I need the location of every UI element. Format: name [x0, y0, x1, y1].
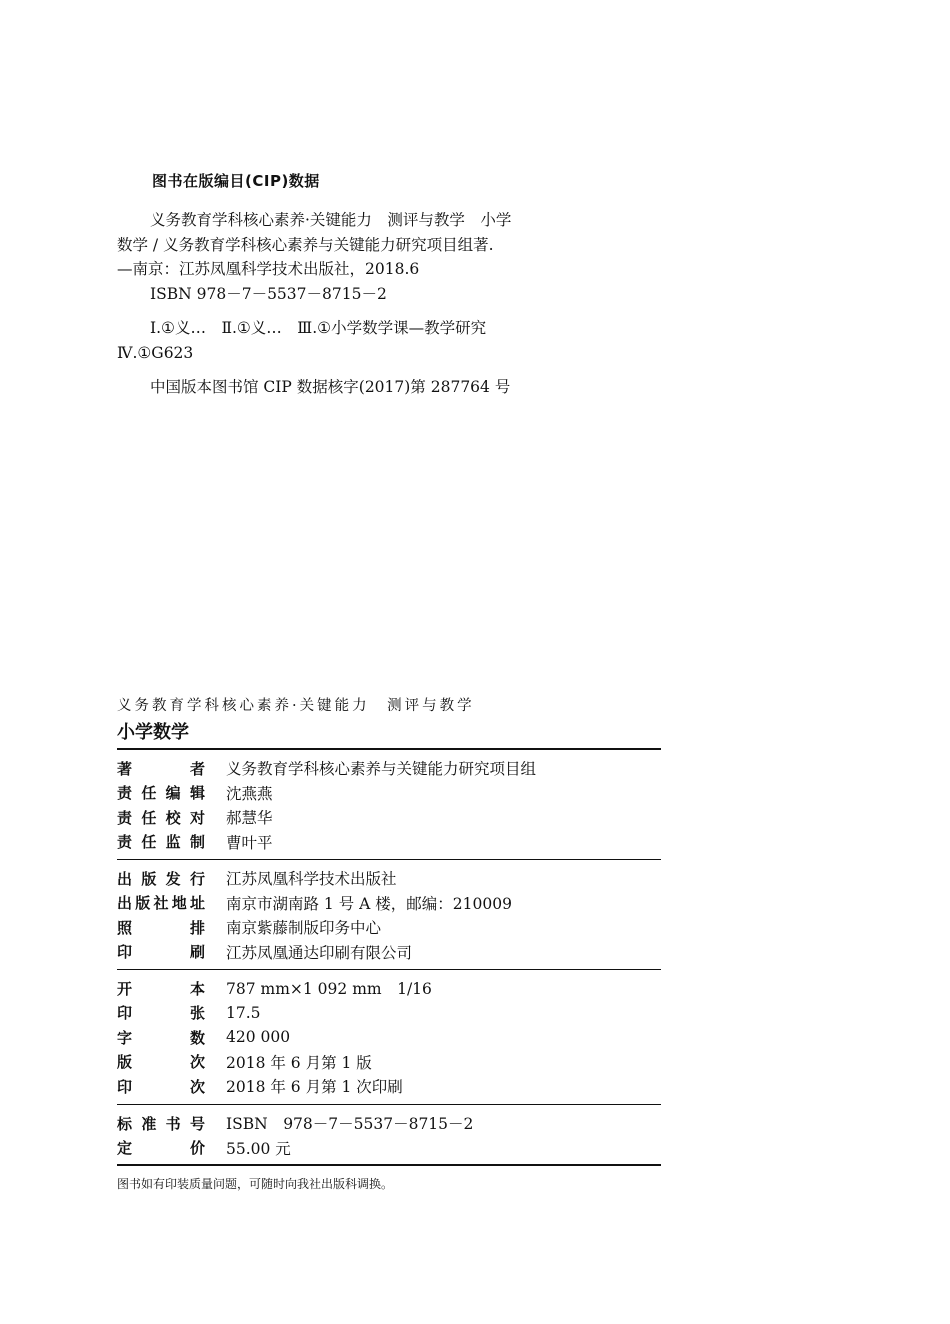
divider-top [117, 748, 661, 750]
info-row [117, 915, 661, 940]
info-group-editorial [117, 756, 661, 854]
info-label: 责 任 校 对 [117, 808, 205, 827]
divider-bottom [117, 1164, 661, 1166]
info-value: 17.5 [226, 1003, 261, 1022]
book-series: 义务教育学科核心素养·关键能力 测评与教学 [117, 698, 475, 714]
info-row [117, 866, 661, 891]
info-label: 照 排 [117, 918, 205, 937]
info-row [117, 1001, 661, 1026]
info-value: 曹叶平 [226, 833, 273, 852]
info-row [117, 1025, 661, 1050]
footer-note: 图书如有印装质量问题，可随时向我社出版科调换。 [117, 1177, 394, 1191]
cip-line-classification: Ⅳ.①G623 [117, 343, 194, 362]
book-title: 小学数学 [117, 722, 189, 743]
info-value: 江苏凤凰通达印刷有限公司 [226, 943, 413, 962]
info-label: 版 次 [117, 1053, 205, 1072]
info-value: 55.00 元 [226, 1139, 291, 1158]
info-row [117, 891, 661, 916]
info-label: 责 任 监 制 [117, 833, 205, 852]
info-label: 出 版 社 地 址 [117, 894, 205, 913]
info-row [117, 1074, 661, 1099]
cip-line-record-number: 中国版本图书馆 CIP 数据核字(2017)第 287764 号 [150, 378, 511, 396]
info-label: 责 任 编 辑 [117, 784, 205, 803]
info-row [117, 756, 661, 781]
info-label: 印 张 [117, 1004, 205, 1023]
info-value: ISBN 978－7－5537－8715－2 [226, 1115, 474, 1134]
info-group-publishing [117, 866, 661, 964]
cip-line-subjects: Ⅰ.①义… Ⅱ.①义… Ⅲ.①小学数学课—教学研究 [150, 319, 487, 337]
info-row [117, 1111, 661, 1136]
info-label: 标 准 书 号 [117, 1114, 205, 1133]
info-value: 2018 年 6 月第 1 次印刷 [226, 1078, 403, 1097]
info-value: 420 000 [226, 1028, 291, 1047]
info-row [117, 1136, 661, 1161]
info-label: 开 本 [117, 979, 205, 998]
info-value: 南京紫藤制版印务中心 [226, 919, 382, 938]
cip-line-series: 义务教育学科核心素养·关键能力 测评与教学 小学 [150, 211, 512, 229]
info-row [117, 781, 661, 806]
info-value: 沈燕燕 [226, 784, 273, 803]
cip-title: 图书在版编目(CIP)数据 [152, 172, 320, 190]
info-label: 印 刷 [117, 943, 205, 962]
info-row [117, 805, 661, 830]
info-row [117, 940, 661, 965]
info-row [117, 830, 661, 855]
info-group-isbn-price [117, 1111, 661, 1160]
info-label: 出 版 发 行 [117, 869, 205, 888]
info-row [117, 976, 661, 1001]
info-row [117, 1050, 661, 1075]
divider [117, 859, 661, 860]
info-value: 787 mm×1 092 mm 1/16 [226, 980, 432, 999]
cip-record [117, 208, 597, 400]
divider [117, 1104, 661, 1105]
info-label: 著 者 [117, 759, 205, 778]
cip-line-isbn: ISBN 978－7－5537－8715－2 [150, 284, 387, 303]
cip-line-author: 数学 / 义务教育学科核心素养与关键能力研究项目组著. [117, 235, 494, 254]
info-value: 义务教育学科核心素养与关键能力研究项目组 [226, 760, 537, 779]
cip-line-publisher: —南京：江苏凤凰科学技术出版社，2018.6 [117, 260, 420, 278]
info-value: 江苏凤凰科学技术出版社 [226, 870, 397, 889]
info-label: 定 价 [117, 1139, 205, 1158]
info-label: 印 次 [117, 1077, 205, 1096]
info-value: 南京市湖南路 1 号 A 楼，邮编：210009 [226, 894, 512, 913]
info-value: 郝慧华 [226, 809, 273, 828]
divider [117, 969, 661, 970]
info-value: 2018 年 6 月第 1 版 [226, 1053, 372, 1072]
info-label: 字 数 [117, 1028, 205, 1047]
info-group-specs [117, 976, 661, 1099]
